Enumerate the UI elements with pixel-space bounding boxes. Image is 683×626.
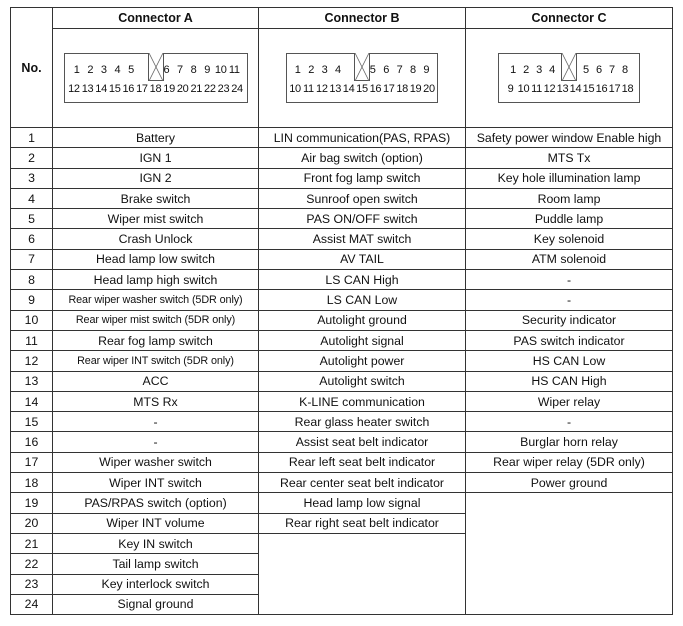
connector-b-pin-function: Autolight power xyxy=(259,351,466,371)
table-row xyxy=(11,391,673,411)
connector-a-diagram xyxy=(64,53,248,103)
connector-a-pin-function: Brake switch xyxy=(53,188,259,208)
pin-label: 20 xyxy=(423,83,435,95)
empty-cell xyxy=(259,533,466,553)
connector-b-pin-function: Assist seat belt indicator xyxy=(259,432,466,452)
latch-gap xyxy=(138,64,160,76)
table-row xyxy=(11,290,673,310)
pin-label: 14 xyxy=(95,83,107,95)
empty-cell xyxy=(466,554,673,574)
pin-label: 11 xyxy=(531,83,542,95)
pin-number: 5 xyxy=(11,209,53,229)
connector-b-pin-function: Autolight ground xyxy=(259,310,466,330)
connector-a-pin-function: IGN 2 xyxy=(53,168,259,188)
pin-label: 11 xyxy=(303,83,314,95)
pin-number: 17 xyxy=(11,452,53,472)
table-row xyxy=(11,229,673,249)
connector-b-pin-function: Assist MAT switch xyxy=(259,229,466,249)
pin-number: 15 xyxy=(11,412,53,432)
pin-label: 4 xyxy=(114,64,121,76)
connector-a-pin-function: - xyxy=(53,432,259,452)
pin-label: 1 xyxy=(294,64,301,76)
table-row xyxy=(11,473,673,493)
pin-label: 1 xyxy=(73,64,80,76)
pin-number: 19 xyxy=(11,493,53,513)
connector-b-pin-function: K-LINE communication xyxy=(259,391,466,411)
empty-cell xyxy=(259,574,466,594)
table-row xyxy=(11,594,673,614)
pin-label: 3 xyxy=(100,64,107,76)
pin-number: 23 xyxy=(11,574,53,594)
pin-label: 18 xyxy=(396,83,408,95)
table-row xyxy=(11,493,673,513)
connector-b-diagram xyxy=(286,53,438,103)
pin-label: 15 xyxy=(108,83,121,95)
table-row xyxy=(11,371,673,391)
pin-label: 7 xyxy=(177,64,183,76)
diagram-row xyxy=(11,29,673,128)
connector-a-pin-function: Tail lamp switch xyxy=(53,554,259,574)
pin-label: 3 xyxy=(321,64,328,76)
header-row xyxy=(11,8,673,29)
connector-b-pin-function: Sunroof open switch xyxy=(259,188,466,208)
empty-cell xyxy=(259,554,466,574)
pin-label: 6 xyxy=(595,64,602,76)
pin-table xyxy=(10,7,673,615)
connector-a-pin-function: Signal ground xyxy=(53,594,259,614)
pin-number: 9 xyxy=(11,290,53,310)
table-row xyxy=(11,452,673,472)
connector-b-pin-function: LS CAN Low xyxy=(259,290,466,310)
connector-b-pin-function: Rear left seat belt indicator xyxy=(259,452,466,472)
connector-b-pin-function: AV TAIL xyxy=(259,249,466,269)
connector-a-pin-function: Wiper INT switch xyxy=(53,473,259,493)
connector-c-diagram xyxy=(498,53,640,103)
pin-label: 8 xyxy=(409,64,416,76)
pin-number: 8 xyxy=(11,270,53,290)
connector-a-pin-function: Head lamp high switch xyxy=(53,270,259,290)
empty-cell xyxy=(466,574,673,594)
connector-top-pins xyxy=(499,64,639,76)
connector-c-pin-function: ATM solenoid xyxy=(466,249,673,269)
connector-a-pin-function: Wiper INT volume xyxy=(53,513,259,533)
empty-cell xyxy=(466,493,673,513)
connector-c-header: Connector C xyxy=(466,8,673,29)
pin-label: 9 xyxy=(507,83,514,95)
pin-label: 6 xyxy=(163,64,170,76)
connector-c-pin-function: PAS switch indicator xyxy=(466,330,673,350)
pin-number: 11 xyxy=(11,330,53,350)
connector-c-pin-function: MTS Tx xyxy=(466,148,673,168)
connector-b-pin-function: LIN communication(PAS, RPAS) xyxy=(259,128,466,148)
connector-c-pin-function: Wiper relay xyxy=(466,391,673,411)
pin-number: 4 xyxy=(11,188,53,208)
pin-label: 21 xyxy=(190,83,203,95)
pin-label: 10 xyxy=(517,83,530,95)
connector-a-pin-function: Rear wiper mist switch (5DR only) xyxy=(53,310,259,330)
latch-gap xyxy=(345,64,366,76)
pin-label: 10 xyxy=(214,64,227,76)
connector-a-pin-function: PAS/RPAS switch (option) xyxy=(53,493,259,513)
table-row xyxy=(11,188,673,208)
connector-c-pin-function: - xyxy=(466,412,673,432)
pin-label: 12 xyxy=(68,83,80,95)
table-row xyxy=(11,310,673,330)
pin-label: 13 xyxy=(81,83,94,95)
pin-label: 19 xyxy=(409,83,422,95)
connector-b-pin-function: PAS ON/OFF switch xyxy=(259,209,466,229)
pin-label: 4 xyxy=(549,64,555,76)
pin-label: 18 xyxy=(149,83,162,95)
pin-number: 7 xyxy=(11,249,53,269)
pin-label: 19 xyxy=(163,83,175,95)
connector-a-pin-function: Rear fog lamp switch xyxy=(53,330,259,350)
pin-number: 24 xyxy=(11,594,53,614)
connector-a-pin-function: Wiper mist switch xyxy=(53,209,259,229)
pin-label: 10 xyxy=(289,83,301,95)
pin-label: 12 xyxy=(316,83,328,95)
pin-label: 12 xyxy=(543,83,556,95)
table-row xyxy=(11,574,673,594)
pin-number: 13 xyxy=(11,371,53,391)
empty-cell xyxy=(259,594,466,614)
connector-a-pin-function: Crash Unlock xyxy=(53,229,259,249)
connector-a-pin-function: Battery xyxy=(53,128,259,148)
connector-b-pin-function: Autolight signal xyxy=(259,330,466,350)
connector-c-pin-function: Power ground xyxy=(466,473,673,493)
pin-label: 18 xyxy=(621,83,634,95)
pin-label: 3 xyxy=(536,64,542,76)
connector-a-pin-function: ACC xyxy=(53,371,259,391)
connector-c-pin-function: HS CAN Low xyxy=(466,351,673,371)
pin-table-body xyxy=(11,128,673,615)
connector-c-pin-function: - xyxy=(466,290,673,310)
table-row xyxy=(11,554,673,574)
pin-number: 16 xyxy=(11,432,53,452)
pin-label: 11 xyxy=(228,64,240,76)
connector-b-pin-function: Air bag switch (option) xyxy=(259,148,466,168)
connector-b-diagram-cell xyxy=(259,29,466,128)
pin-label: 2 xyxy=(523,64,529,76)
pin-number: 18 xyxy=(11,473,53,493)
table-row xyxy=(11,270,673,290)
pin-label: 1 xyxy=(510,64,516,76)
pin-label: 16 xyxy=(595,83,608,95)
pin-number: 2 xyxy=(11,148,53,168)
pin-label: 23 xyxy=(217,83,230,95)
pin-label: 8 xyxy=(621,64,628,76)
table-row xyxy=(11,249,673,269)
table-row xyxy=(11,168,673,188)
pin-label: 15 xyxy=(356,83,368,95)
connector-b-header: Connector B xyxy=(259,8,466,29)
pin-number: 20 xyxy=(11,513,53,533)
pin-label: 15 xyxy=(582,83,595,95)
connector-a-pin-function: IGN 1 xyxy=(53,148,259,168)
connector-b-pin-function: Head lamp low signal xyxy=(259,493,466,513)
pin-number: 22 xyxy=(11,554,53,574)
pin-label: 9 xyxy=(423,64,430,76)
empty-cell xyxy=(466,513,673,533)
pin-label: 16 xyxy=(369,83,382,95)
connector-a-pin-function: Head lamp low switch xyxy=(53,249,259,269)
connector-a-pin-function: Wiper washer switch xyxy=(53,452,259,472)
empty-cell xyxy=(466,533,673,553)
pin-label: 17 xyxy=(382,83,395,95)
connector-c-pin-function: Safety power window Enable high xyxy=(466,128,673,148)
connector-c-pin-function: Security indicator xyxy=(466,310,673,330)
connector-a-diagram-cell xyxy=(53,29,259,128)
connector-b-pin-function: Autolight switch xyxy=(259,371,466,391)
connector-a-pin-function: Key interlock switch xyxy=(53,574,259,594)
connector-a-pin-function: Rear wiper INT switch (5DR only) xyxy=(53,351,259,371)
pin-label: 7 xyxy=(608,64,615,76)
connector-a-pin-function: MTS Rx xyxy=(53,391,259,411)
table-row xyxy=(11,432,673,452)
pin-label: 22 xyxy=(204,83,216,95)
connector-a-pin-function: - xyxy=(53,412,259,432)
connector-b-pin-function: Front fog lamp switch xyxy=(259,168,466,188)
pin-label: 17 xyxy=(136,83,148,95)
pin-label: 14 xyxy=(569,83,582,95)
pin-label: 2 xyxy=(308,64,315,76)
connector-a-header: Connector A xyxy=(53,8,259,29)
pin-label: 5 xyxy=(128,64,134,76)
pin-label: 16 xyxy=(122,83,135,95)
pin-label: 5 xyxy=(369,64,376,76)
pin-number: 3 xyxy=(11,168,53,188)
pin-number: 14 xyxy=(11,391,53,411)
connector-c-diagram-cell xyxy=(466,29,673,128)
pin-label: 2 xyxy=(87,64,94,76)
pin-label: 7 xyxy=(396,64,403,76)
no-header: No. xyxy=(11,8,53,128)
connector-b-pin-function: LS CAN High xyxy=(259,270,466,290)
pin-label: 20 xyxy=(176,83,189,95)
connector-top-pins xyxy=(287,64,437,76)
pin-label: 6 xyxy=(383,64,390,76)
connector-b-pin-function: Rear glass heater switch xyxy=(259,412,466,432)
pin-number: 10 xyxy=(11,310,53,330)
pin-number: 6 xyxy=(11,229,53,249)
pin-label: 5 xyxy=(582,64,589,76)
connector-c-pin-function: Rear wiper relay (5DR only) xyxy=(466,452,673,472)
pin-label: 17 xyxy=(608,83,621,95)
connector-a-pin-function: Key IN switch xyxy=(53,533,259,553)
connector-c-pin-function: HS CAN High xyxy=(466,371,673,391)
table-row xyxy=(11,330,673,350)
connector-c-pin-function: Room lamp xyxy=(466,188,673,208)
pin-label: 4 xyxy=(334,64,341,76)
pin-label: 24 xyxy=(231,83,243,95)
pin-label: 8 xyxy=(190,64,197,76)
connector-b-pin-function: Rear right seat belt indicator xyxy=(259,513,466,533)
connector-c-pin-function: Key solenoid xyxy=(466,229,673,249)
table-row xyxy=(11,412,673,432)
connector-bottom-pins xyxy=(287,83,437,95)
empty-cell xyxy=(466,594,673,614)
connector-c-pin-function: Key hole illumination lamp xyxy=(466,168,673,188)
connector-c-pin-function: Burglar horn relay xyxy=(466,432,673,452)
table-row xyxy=(11,533,673,553)
pin-label: 13 xyxy=(556,83,569,95)
pin-number: 12 xyxy=(11,351,53,371)
table-row xyxy=(11,128,673,148)
table-row xyxy=(11,148,673,168)
pin-label: 9 xyxy=(204,64,211,76)
pin-number: 21 xyxy=(11,533,53,553)
pin-label: 14 xyxy=(342,83,355,95)
connector-b-pin-function: Rear center seat belt indicator xyxy=(259,473,466,493)
table-row xyxy=(11,351,673,371)
connector-c-pin-function: Puddle lamp xyxy=(466,209,673,229)
latch-gap xyxy=(559,64,580,76)
connector-bottom-pins xyxy=(499,83,639,95)
connector-bottom-pins xyxy=(65,83,247,95)
pin-label: 13 xyxy=(329,83,342,95)
connector-c-pin-function: - xyxy=(466,270,673,290)
table-row xyxy=(11,513,673,533)
connector-top-pins xyxy=(65,64,247,76)
connector-a-pin-function: Rear wiper washer switch (5DR only) xyxy=(53,290,259,310)
pin-number: 1 xyxy=(11,128,53,148)
table-row xyxy=(11,209,673,229)
